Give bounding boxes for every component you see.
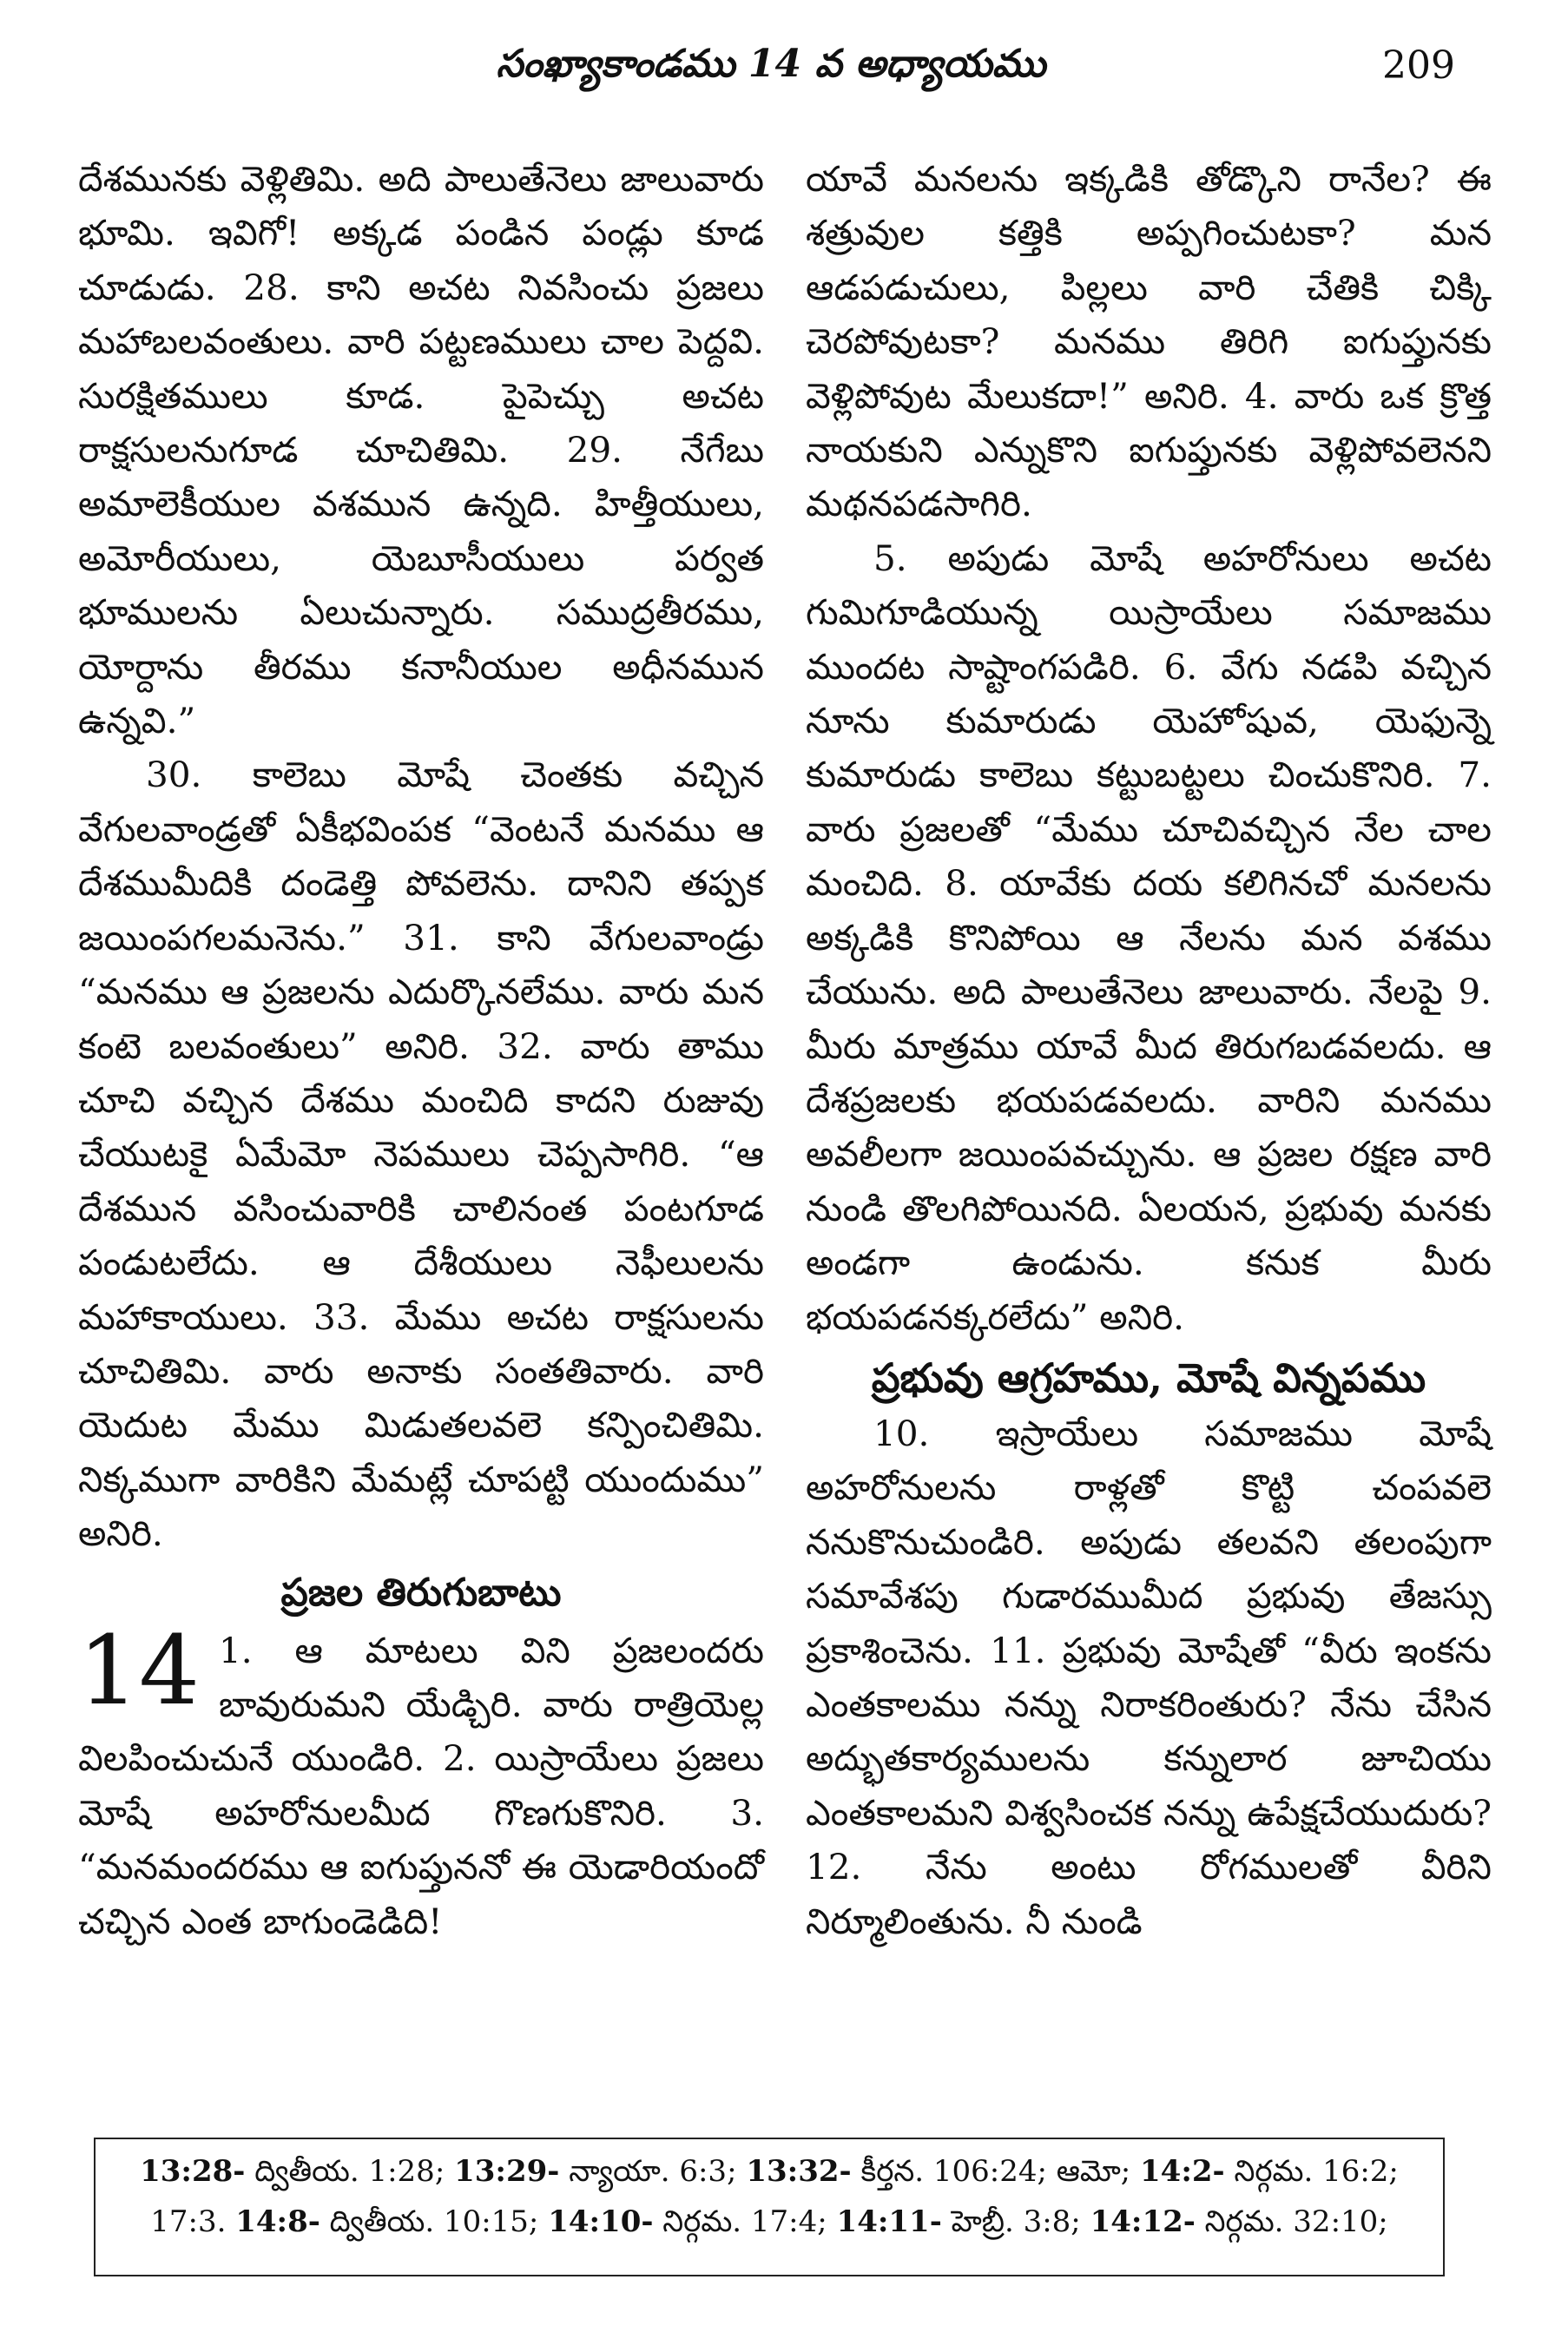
- reference-label: 14:11-: [836, 2204, 942, 2239]
- reference-text: న్యాయా. 6:3;: [559, 2154, 737, 2189]
- reference-label: 13:32-: [746, 2154, 852, 2189]
- right-column: [806, 152, 1492, 1948]
- paragraph: యావే మనలను ఇక్కడికి తోడ్కొని రానేల? ఈ శత్రువుల కత్తికి అప్పగించుటకా? మన ఆడపడుచులు, పిల్లలు వారి చేతికి చిక్కి చెరపోవుటకా? మనము తిరిగి ఐగుప్తునకు వెళ్లిపోవుట మేలుకదా!” అనిరి. 4. వారు ఒక క్రొత్త నాయకుని ఎన్నుకొని ఐగుప్తునకు వెళ్లిపోవలెనని మథనపడసాగిరి.: [806, 158, 1492, 525]
- reference-label: 14:2-: [1140, 2154, 1225, 2189]
- paragraph-text: 1. ఆ మాటలు విని ప్రజలందరు బావురుమని యేడ్చిరి. వారు రాత్రియెల్ల విలపించుచునే యుండిరి. 2. యిస్రాయేలు ప్రజలు మోషే అహరోనులమీద గొణగుకొనిరి. 3. “మనమందరము ఆ ఐగుప్తుననో ఈ యెడారియందో చచ్చిన ఎంత బాగుండెడిది!: [78, 1629, 764, 1942]
- page-title: సంఖ్యాకాండము 14 వ అధ్యాయము: [496, 42, 1046, 86]
- reference-label: 13:29-: [454, 2154, 560, 2189]
- section-heading: ప్రభువు ఆగ్రహము, మోషే విన్నపము: [871, 1354, 1426, 1401]
- left-column: [78, 152, 764, 1948]
- page-number: 209: [1382, 43, 1455, 88]
- paragraph: 5. అపుడు మోషే అహరోనులు అచట గుమిగూడియున్న యిస్రాయేలు సమాజము ముందట సాష్టాంగపడిరి. 6. వేగు నడపి వచ్చిన నూను కుమారుడు యెహోషువ, యెఫున్నె కుమారుడు కాలెబు కట్టుబట్టలు చించుకొనిరి. 7. వారు ప్రజలతో “మేము చూచివచ్చిన నేల చాల మంచిది. 8. యావేకు దయ కలిగినచో మనలను అక్కడికి కొనిపోయి ఆ నేలను మన వశము చేయును. అది పాలుతేనెలు జాలువారు. నేలపై 9. మీరు మాత్రము యావే మీద తిరుగబడవలదు. ఆ దేశప్రజలకు భయపడవలదు. వారిని మనము అవలీలగా జయింపవచ్చును. ఆ ప్రజల రక్షణ వారి నుండి తొలగిపోయినది. ఏలయన, ప్రభువు మనకు అండగా ఉండును. కనుక మీరు భయపడనక్కరలేదు” అనిరి.: [806, 537, 1492, 1338]
- reference-text: నిర్గమ. 17:4;: [653, 2204, 827, 2239]
- reference-text: హెబ్రీ. 3:8;: [941, 2204, 1081, 2239]
- paragraph: [78, 1614, 764, 1948]
- reference-label: 13:28-: [140, 2154, 246, 2189]
- page-header: [87, 42, 1455, 102]
- reference-text: ద్వితీయ. 10:15;: [320, 2204, 539, 2239]
- paragraph: దేశమునకు వెళ్లితిమి. అది పాలుతేనెలు జాలువారు భూమి. ఇవిగో! అక్కడ పండిన పండ్లు కూడ చూడుడు. 28. కాని అచట నివసించు ప్రజలు మహాబలవంతులు. వారి పట్టణములు చాల పెద్దవి. సురక్షితములు కూడ. పైపెచ్చు అచట రాక్షసులనుగూడ చూచితిమి. 29. నేగేబు అమాలెకీయుల వశమున ఉన్నది. హిత్తీయులు, అమోరీయులు, యెబూసీయులు పర్వత భూములను ఏలుచున్నారు. సముద్రతీరము, యోర్దాను తీరము కనానీయుల అధీనమున ఉన్నవి.”: [78, 158, 764, 742]
- cross-references-box: [94, 2138, 1445, 2276]
- reference-text: నిర్గమ. 16:2; 17:3.: [150, 2154, 1399, 2239]
- section-heading: ప్రజల తిరుగుబాటు: [280, 1570, 562, 1615]
- chapter-number: 14: [78, 1614, 200, 1726]
- reference-text: కీర్తన. 106:24; ఆమో;: [851, 2154, 1131, 2189]
- paragraph: 10. ఇస్రాయేలు సమాజము మోషే అహరోనులను రాళ్లతో కొట్టి చంపవలె ననుకొనుచుండిరి. అపుడు తలవని తలంపుగా సమావేశపు గుడారముమీద ప్రభువు తేజస్సు ప్రకాశించెను. 11. ప్రభువు మోషేతో “వీరు ఇంకను ఎంతకాలము నన్ను నిరాకరింతురు? నేను చేసిన అద్భుతకార్యములను కన్నులార జూచియు ఎంతకాలమని విశ్వసించక నన్ను ఉపేక్షచేయుదురు? 12. నేను అంటు రోగములతో వీరిని నిర్మూలింతును. నీ నుండి: [806, 1412, 1492, 1942]
- reference-label: 14:10-: [548, 2204, 654, 2239]
- paragraph: 30. కాలెబు మోషే చెంతకు వచ్చిన వేగులవాండ్రతో ఏకీభవింపక “వెంటనే మనము ఆ దేశముమీదికి దండెత్తి పోవలెను. దానిని తప్పక జయింపగలమనెను.” 31. కాని వేగులవాండ్రు “మనము ఆ ప్రజలను ఎదుర్కొనలేము. వారు మన కంటె బలవంతులు” అనిరి. 32. వారు తాము చూచి వచ్చిన దేశము మంచిది కాదని రుజువు చేయుటకై ఏమేమో నెపములు చెప్పసాగిరి. “ఆ దేశమున వసించువారికి చాలినంత పంటగూడ పండుటలేదు. ఆ దేశీయులు నెఫీలులను మహాకాయులు. 33. మేము అచట రాక్షసులను చూచితిమి. వారు అనాకు సంతతివారు. వారి యెదుట మేము మిడుతలవలె కన్పించితిమి. నిక్కముగా వారికిని మేమట్లే చూపట్టి యుందుము” అనిరి.: [78, 754, 764, 1555]
- reference-text: నిర్గమ. 32:10;: [1195, 2204, 1388, 2239]
- reference-label: 14:8-: [235, 2204, 320, 2239]
- reference-text: ద్వితీయ. 1:28;: [245, 2154, 445, 2189]
- reference-label: 14:12-: [1090, 2204, 1196, 2239]
